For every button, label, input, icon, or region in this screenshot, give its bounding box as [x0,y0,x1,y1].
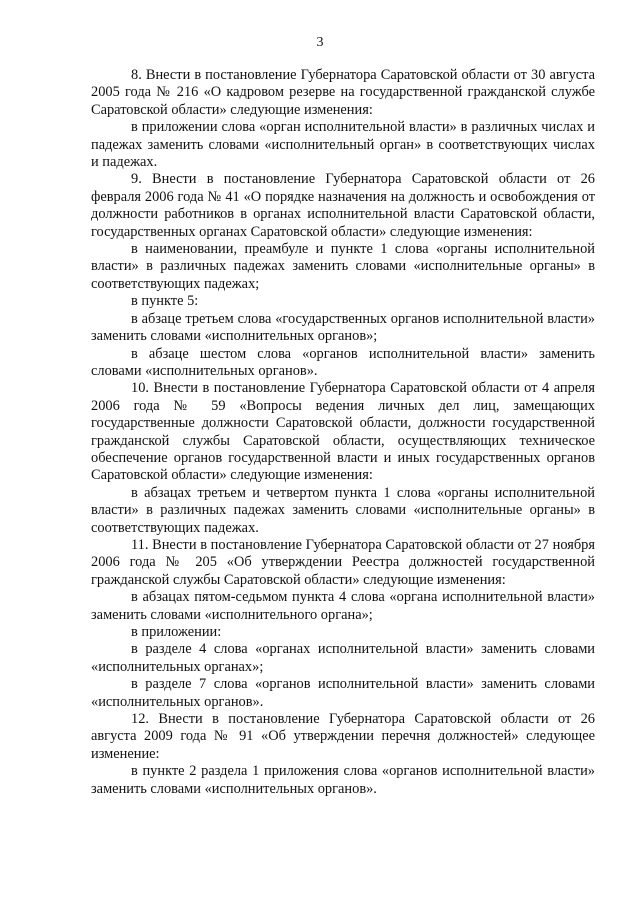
paragraph-8-change: в приложении слова «орган исполнительной власти» в различных числах и падежах заменить словами «исполнительный орган» в соответствующих числах и падежах. [91,119,595,171]
paragraph-9-change-2: в абзаце третьем слова «государственных органов исполнительной власти» заменить словами «исполнительных органов»; [91,310,595,345]
paragraph-11-change-3: в разделе 7 слова «органов исполнительной власти» заменить словами «исполнительных органов». [91,676,595,710]
paragraph-11-change-2: в разделе 4 слова «органах исполнительной власти» заменить словами «исполнительных органах»; [91,641,595,675]
page-number: 3 [316,35,324,50]
paragraph-12-change: в пункте 2 раздела 1 приложения слова «органов исполнительной власти» заменить словами «исполнительных органов». [91,763,595,797]
paragraph-8-intro: 8. Внести в постановление Губернатора Саратовской области от 30 августа 2005 года № 216 «О кадровом резерве на государственной гражданской службе Саратовской области» следующие изменения: [91,67,595,118]
paragraph-10-change: в абзацах третьем и четвертом пункта 1 слова «органы исполнительной власти» в различных падежах заменить словами «исполнительные органы» в соответствующих падежах. [91,484,595,536]
paragraph-11-intro: 11. Внести в постановление Губернатора Саратовской области от 27 ноября 2006 года № 205 «Об утверждении Реестра должностей государственной гражданской службы Саратовской области» следующие изменения: [91,536,595,588]
paragraph-9-point-5: в пункте 5: [131,293,199,310]
paragraph-11-change-1: в абзацах пятом-седьмом пункта 4 слова «органа исполнительной власти» заменить словами «исполнительного органа»; [91,589,595,623]
paragraph-12-intro: 12. Внести в постановление Губернатора Саратовской области от 26 августа 2009 года № 91 «Об утверждении перечня должностей» следующее изменение: [91,711,595,762]
paragraph-9-change-3: в абзаце шестом слова «органов исполнительной власти» заменить словами «исполнительных органов». [91,345,595,379]
document-body [91,67,595,798]
paragraph-10-intro: 10. Внести в постановление Губернатора Саратовской области от 4 апреля 2006 года № 59 «Вопросы ведения личных дел лиц, замещающих государственные должности Саратовской области, должности государственной гражданской службы Саратовской области, осуществляющих техническое обеспечение органов государственной власти и иных государственных органов Саратовской области» следующие изменения: [91,380,595,484]
paragraph-9-change-1: в наименовании, преамбуле и пункте 1 слова «органы исполнительной власти» в различных падежах заменить словами «исполнительные органы» в соответствующих падежах; [91,241,595,292]
paragraph-9-intro: 9. Внести в постановление Губернатора Саратовской области от 26 февраля 2006 года № 41 «О порядке назначения на должность и освобождения от должности работников в органах исполнительной власти Саратовской области, государственных органах Саратовской области» следующие изменения: [91,171,595,240]
paragraph-11-appendix: в приложении: [131,624,222,640]
